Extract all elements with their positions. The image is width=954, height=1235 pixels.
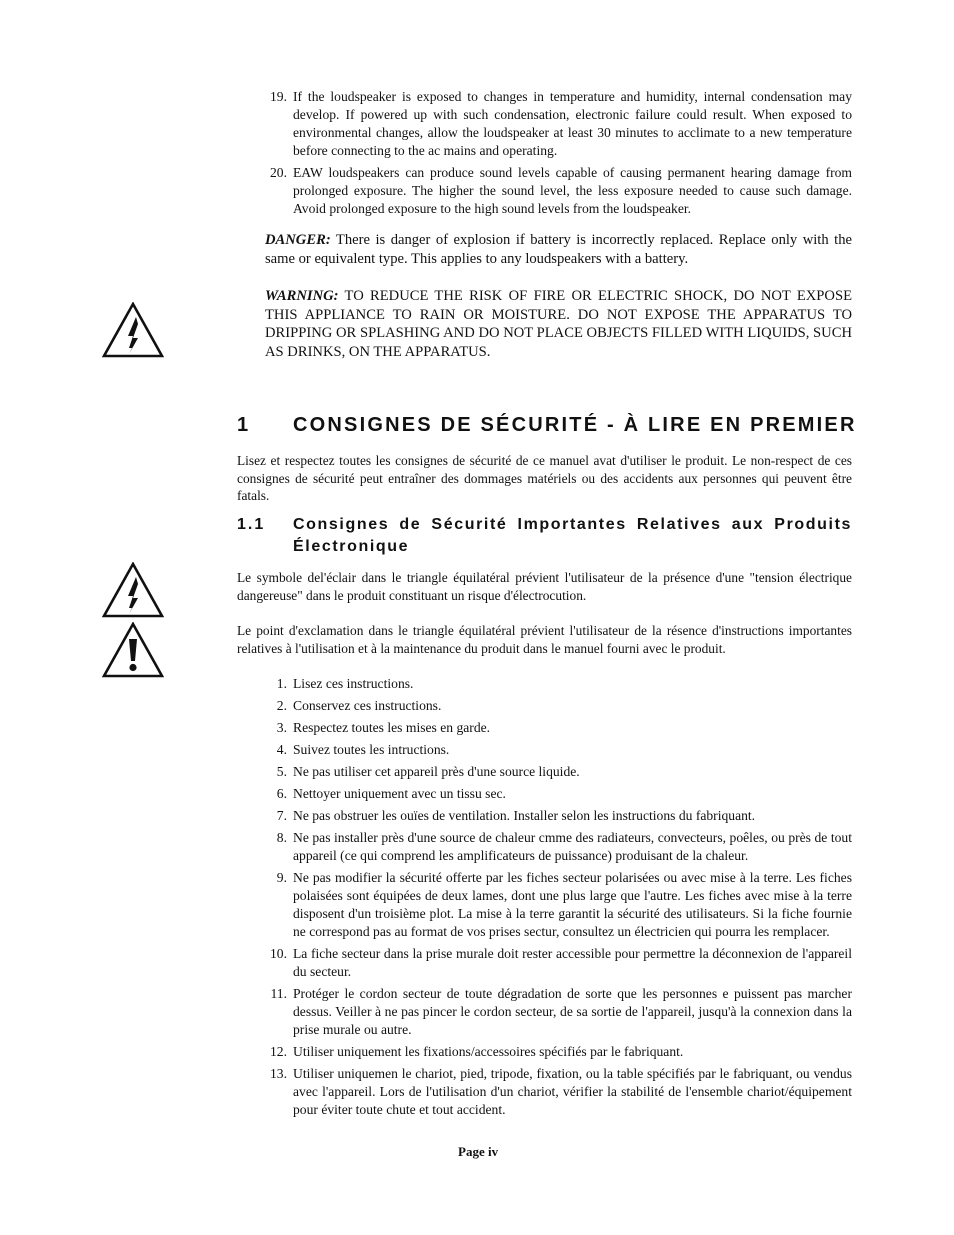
list-item-number: 3. [276,720,287,735]
lightning-triangle-icon [102,562,164,618]
list-item-text: Suivez toutes les intructions. [293,742,450,757]
list-item-text: EAW loudspeakers can produce sound levels capable of causing permanent hearing damage from prolonged exposure. The higher the sound level, the less exposure needed to cause such damage. Avoid prolonged exposure to the high sound levels from the loudspeaker. [293,165,852,216]
danger-paragraph [265,231,852,268]
list-item [265,697,852,715]
subsection-title-line1: Consignes de Sécurité Importantes Relatives aux Produits [293,516,852,533]
list-item [265,719,852,737]
list-item-text: Conservez ces instructions. [293,698,442,713]
list-item [265,807,852,825]
lightning-warning-icon [102,302,164,358]
list-item-text: Protéger le cordon secteur de toute dégradation de sorte que les personnes e puissent pas marcher dessus. Veiller à ne pas pincer le cordon secteur, de sa sortie de l'appareil, jusqu'à la connexion dans la prise murale ou autre. [293,986,852,1037]
list-item-number: 20. [270,165,287,180]
list-item-number: 6. [276,786,287,801]
list-item-number: 5. [276,764,287,779]
list-item-text: Ne pas modifier la sécurité offerte par les fiches secteur polarisées ou avec mise à la terre. Les fiches polaisées sont équipées de deux lames, dont une plus large que l'autre. Les fiches avec mise à la terre disposent d'un troisième plot. La mise à la terre garantit la sécurité des utilisateurs. Si la fiche fournie ne correspond pas au format de vos prises sectur, consultez un électricien qui pourra les remplacer. [293,870,852,939]
list-item-number: 11. [270,986,287,1001]
section-number: 1 [237,414,251,436]
list-item-number: 4. [276,742,287,757]
list-item [265,88,852,160]
top-numbered-list [265,88,852,222]
danger-label: DANGER: [265,232,331,248]
list-item-text: Ne pas installer près d'une source de chaleur cmme des radiateurs, convecteurs, poêles, ou près de tout appareil (ce qui comprend les amplificateurs de puissance) produisant de la chaleur. [293,830,852,863]
warning-label: WARNING: [265,288,339,304]
list-item [265,829,852,865]
exclamation-description: Le point d'exclamation dans le triangle équilatéral prévient l'utilisateur de la résence d'instructions importantes relatives à l'utilisation et à la maintenance du produit dans le manuel fourni avec le produit. [237,623,852,656]
page-number: Page iv [458,1144,499,1159]
list-item-text: If the loudspeaker is exposed to changes in temperature and humidity, internal condensation may develop. If powered up with such condensation, electronic failure could result. When exposed to environmental changes, allow the loudspeaker at least 30 minutes to acclimate to a new temperature before connecting to the ac mains and operating. [293,89,852,158]
list-item [265,869,852,941]
list-item-number: 9. [276,870,287,885]
list-item-number: 7. [276,808,287,823]
warning-paragraph [265,287,852,361]
list-item-text: Nettoyer uniquement avec un tissu sec. [293,786,506,801]
intro-paragraph: Lisez et respectez toutes les consignes de sécurité de ce manuel avat d'utiliser le produit. Le non-respect de ces consignes de sécurité peut entraîner des dommages matériels ou des accidents aux personnes qui peuvent être fatals. [237,453,852,503]
list-item [265,164,852,218]
list-item [265,763,852,781]
list-item-text: La fiche secteur dans la prise murale doit rester accessible pour permettre la déconnexion de l'appareil du secteur. [293,946,852,979]
list-item-text: Respectez toutes les mises en garde. [293,720,491,735]
list-item-number: 19. [270,89,287,104]
list-item [265,945,852,981]
lightning-description: Le symbole del'éclair dans le triangle équilatéral prévient l'utilisateur de la présence d'une "tension électrique dangereuse" dans le produit constituant un risque d'électrocution. [237,570,852,603]
warning-text: TO REDUCE THE RISK OF FIRE OR ELECTRIC SHOCK, DO NOT EXPOSE THIS APPLIANCE TO RAIN OR MOISTURE. DO NOT EXPOSE THE APPARATUS TO DRIPPING OR SPLASHING AND DO NOT PLACE OBJECTS FILLED WITH LIQUIDS, SUCH AS DRINKS, ON THE APPARATUS. [265,288,852,360]
subsection-title-line2: Électronique [293,538,410,555]
list-item-text: Utiliser uniquement les fixations/accessoires spécifiés par le fabriquant. [293,1044,684,1059]
danger-text: There is danger of explosion if battery is incorrectly replaced. Replace only with the same or equivalent type. This applies to any loudspeakers with a battery. [265,232,852,267]
list-item-text: Lisez ces instructions. [293,676,414,691]
list-item-number: 13. [270,1066,287,1081]
list-item [265,1043,852,1061]
list-item-number: 12. [270,1044,287,1059]
list-item-text: Ne pas utiliser cet appareil près d'une source liquide. [293,764,580,779]
list-item-number: 1. [276,676,287,691]
list-item-number: 2. [276,698,287,713]
subsection-heading [237,514,852,558]
list-item-number: 10. [270,946,287,961]
section-heading [237,414,857,437]
exclamation-triangle-icon [102,622,164,678]
list-item-text: Ne pas obstruer les ouïes de ventilation. Installer selon les instructions du fabriquant. [293,808,756,823]
subsection-number: 1.1 [237,516,266,533]
safety-instructions-list [265,675,852,1123]
list-item [265,785,852,803]
list-item [265,741,852,759]
list-item [265,675,852,693]
list-item-number: 8. [276,830,287,845]
list-item [265,985,852,1039]
list-item [265,1065,852,1119]
section-title: CONSIGNES DE SÉCURITÉ - À LIRE EN PREMIER [293,414,857,436]
list-item-text: Utiliser uniquemen le chariot, pied, tripode, fixation, ou la table spécifiés par le fabriquant, ou vendus avec l'appareil. Lors de l'utilisation d'un chariot, vérifier la stabilité de l'ensemble chariot/équipement pour éviter toute chute et tout accident. [293,1066,852,1117]
